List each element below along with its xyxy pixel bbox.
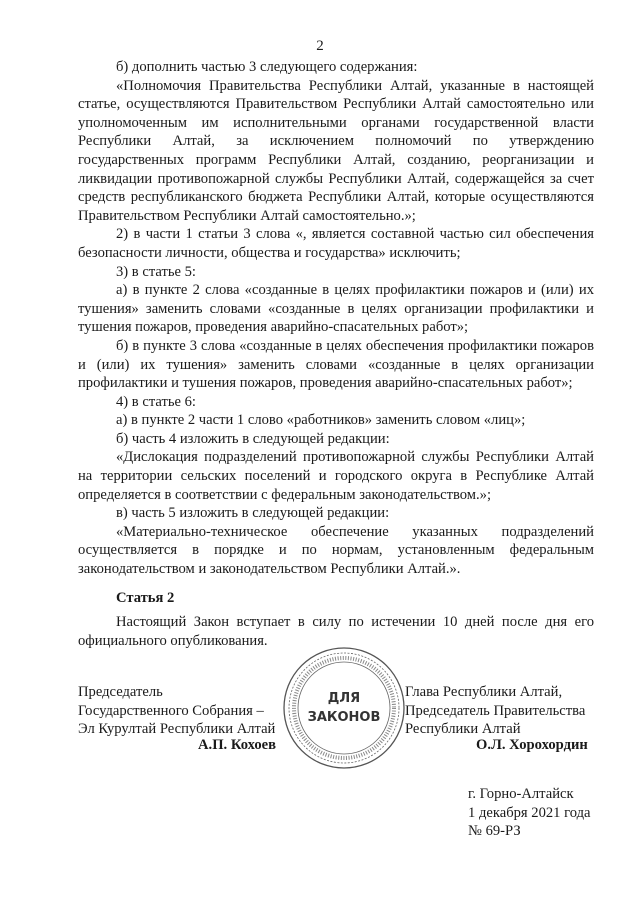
paragraph: 4) в статье 6:: [116, 393, 196, 410]
footer-number: № 69-РЗ: [468, 823, 521, 840]
signature-left-title: [78, 683, 288, 739]
signature-line: Председатель Правительства: [405, 702, 586, 719]
article-heading: Статья 2: [116, 589, 175, 606]
signatory-name-right: О.Л. Хорохордин: [476, 737, 588, 753]
paragraph: в) часть 5 изложить в следующей редакции:: [116, 505, 390, 522]
footer-date: 1 декабря 2021 года: [468, 804, 591, 821]
signature-right-title: [405, 683, 600, 739]
footer-city: г. Горно-Алтайск: [468, 786, 574, 802]
signature-line: Эл Курултай Республики Алтай: [78, 721, 276, 738]
paragraph: а) в пункте 2 части 1 слово «работников» заменить словом «лиц»;: [116, 412, 526, 429]
paragraph: 3) в статье 5:: [116, 263, 196, 280]
paragraph: «Материально-техническое обеспечение указанных подразделений осуществляется в порядке и по нормам, установленным федеральным законодательством и законодательством Республики Алтай.».: [78, 523, 594, 578]
paragraph: б) дополнить частью 3 следующего содержания:: [116, 59, 418, 75]
signature-line: Глава Республики Алтай,: [405, 684, 563, 700]
signature-line: Председатель: [78, 684, 163, 700]
law-body: [78, 58, 594, 650]
signature-line: Государственного Собрания –: [78, 702, 264, 719]
paragraph: б) в пункте 3 слова «созданные в целях обеспечения профилактики пожаров и (или) их тушения» заменить словами «созданные в целях организации профилактики и тушения пожаров, проведения аварийно-спасательных работ»;: [78, 337, 594, 392]
law-footer: [468, 785, 591, 841]
paragraph: «Дислокация подразделений противопожарной службы Республики Алтай на территории сельских поселений и городского округа в Республике Алтай определяется в соответствии с федеральным законодательством.»;: [78, 449, 594, 503]
paragraph: 2) в части 1 статьи 3 слова «, является составной частью сил обеспечения безопасности личности, общества и государства» исключить;: [78, 226, 594, 261]
paragraph: б) часть 4 изложить в следующей редакции:: [116, 430, 390, 447]
signature-line: Республики Алтай: [405, 721, 521, 738]
paragraph: «Полномочия Правительства Республики Алтай, указанные в настоящей статье, осуществляются Правительством Республики Алтай самостоятельно или уполномоченным им исполнительными органами государственной власти Республики Алтай, за исключением полномочий по утверждению государственных программ Республики Алтай, созданию, реорганизации и ликвидации противопожарной службы Республики Алтай, содержащейся за счет средств республиканского бюджета Республики Алтай, которые осуществляются Правительством Республики Алтай самостоятельно.»;: [78, 77, 594, 224]
article-text: Настоящий Закон вступает в силу по истечении 10 дней после дня его официального опубликования.: [78, 614, 594, 649]
paragraph: а) в пункте 2 слова «созданные в целях профилактики пожаров и (или) их тушения» заменить словами «созданные в целях организации профилактики и тушения пожаров, проведения аварийно-спасательных работ»;: [78, 282, 594, 336]
seal-line-2: ЗАКОНОВ: [307, 710, 381, 725]
seal-line-1: ДЛЯ: [327, 691, 361, 706]
page-number: 2: [316, 38, 324, 54]
signatory-name-left: А.П. Кохоев: [198, 737, 277, 753]
official-seal-stamp: [281, 645, 407, 771]
